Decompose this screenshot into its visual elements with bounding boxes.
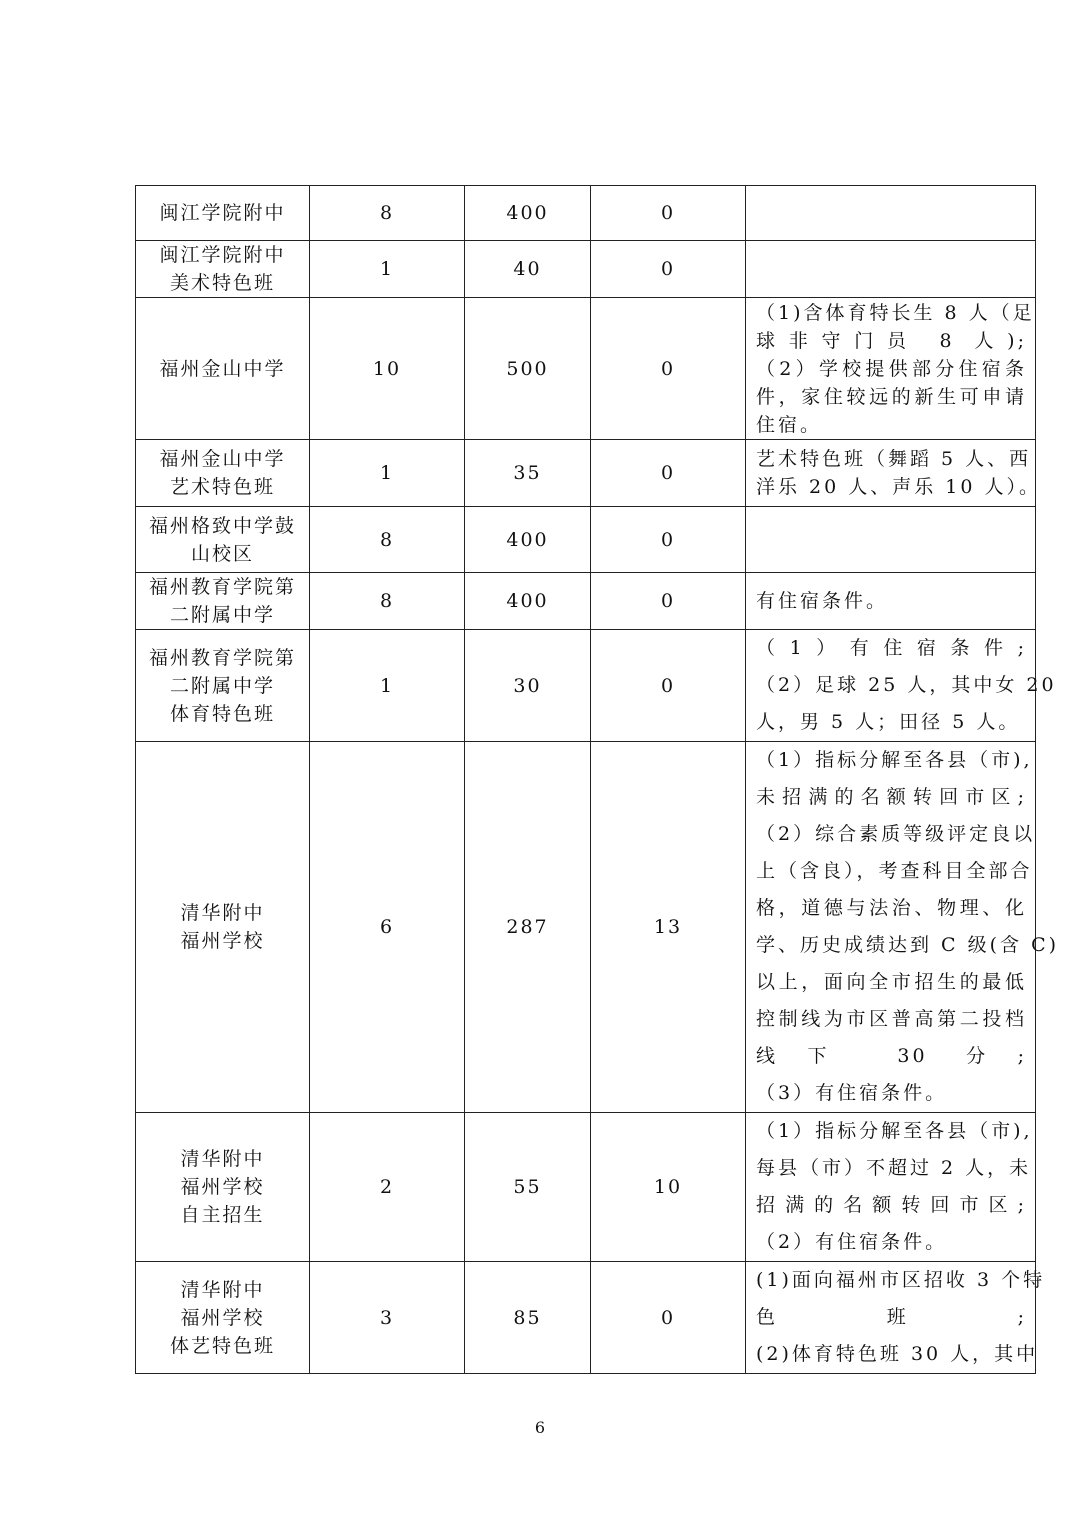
extra-cell: 0	[591, 507, 746, 573]
remarks-cell	[746, 573, 1036, 630]
extra-cell: 0	[591, 1262, 746, 1374]
extra-cell: 0	[591, 298, 746, 440]
table-row	[136, 440, 1036, 507]
school-name-cell	[136, 440, 310, 507]
remarks-cell	[746, 186, 1036, 241]
extra-cell: 0	[591, 630, 746, 742]
table-row	[136, 507, 1036, 573]
classes-cell: 8	[310, 507, 465, 573]
plan-cell: 55	[465, 1113, 591, 1262]
remark-line: 格，道德与法治、物理、化	[756, 897, 1027, 919]
remark-line: （1）指标分解至各县（市),	[756, 749, 1033, 771]
extra-cell: 0	[591, 241, 746, 298]
school-name-line: 清华附中	[180, 1148, 265, 1170]
classes-cell: 3	[310, 1262, 465, 1374]
plan-cell: 287	[465, 742, 591, 1113]
remark-line: 每县（市）不超过 2 人，未	[756, 1157, 1032, 1179]
remark-line: (1)面向福州市区招收 3 个特	[756, 1269, 1046, 1291]
school-name-line: 艺术特色班	[169, 476, 275, 498]
school-name-cell	[136, 241, 310, 298]
plan-cell: 40	[465, 241, 591, 298]
plan-cell: 35	[465, 440, 591, 507]
remark-line: 线下 30 分;	[756, 1045, 1027, 1067]
school-name-line: 福州金山中学	[159, 448, 286, 470]
extra-cell: 0	[591, 573, 746, 630]
enrollment-table	[135, 185, 1060, 1374]
remarks-cell	[746, 241, 1036, 298]
school-name-cell	[136, 630, 310, 742]
remarks-cell	[746, 630, 1057, 742]
remarks-cell	[746, 1113, 1036, 1262]
school-name-line: 福州金山中学	[159, 357, 286, 380]
remark-line: 有住宿条件。	[756, 590, 889, 612]
remark-line: 洋乐 20 人、声乐 10 人）。	[756, 476, 1042, 498]
remark-line: 件，家住较远的新生可申请	[756, 385, 1027, 408]
school-name-line: 福州格致中学鼓	[148, 514, 296, 537]
remark-line: 艺术特色班（舞蹈 5 人、西	[756, 448, 1032, 470]
school-name-cell	[136, 1113, 310, 1262]
school-name-line: 清华附中	[180, 902, 265, 924]
classes-cell: 1	[310, 440, 465, 507]
remark-line: 人，男 5 人；田径 5 人。	[756, 711, 1021, 733]
extra-cell: 0	[591, 440, 746, 507]
classes-cell: 8	[310, 186, 465, 241]
remark-line: 住宿。	[756, 413, 823, 436]
table-row	[136, 298, 1036, 440]
plan-cell: 500	[465, 298, 591, 440]
school-name-line: 美术特色班	[169, 272, 275, 294]
remark-line: （2）足球 25 人，其中女 20	[756, 674, 1057, 696]
remark-line: 控制线为市区普高第二投档	[756, 1008, 1027, 1030]
remark-line: （1）有住宿条件;	[756, 637, 1027, 659]
classes-cell: 6	[310, 742, 465, 1113]
remark-line: （1)含体育特长生 8 人（足	[756, 301, 1035, 324]
school-name-line: 福州学校	[180, 1306, 265, 1329]
school-name-cell	[136, 1262, 310, 1374]
remark-line: （2）有住宿条件。	[756, 1231, 948, 1253]
remark-line: （3）有住宿条件。	[756, 1082, 948, 1104]
remark-line: 色班;	[756, 1306, 1027, 1328]
plan-cell: 85	[465, 1262, 591, 1374]
remark-line: 学、历史成绩达到 C 级(含 C)	[756, 934, 1060, 956]
plan-cell: 30	[465, 630, 591, 742]
school-name-line: 二附属中学	[169, 604, 275, 626]
school-name-cell	[136, 507, 310, 573]
remark-line: （2）学校提供部分住宿条	[756, 357, 1027, 380]
school-name-line: 体育特色班	[169, 702, 275, 725]
extra-cell: 0	[591, 186, 746, 241]
remarks-cell	[746, 440, 1042, 507]
table-row	[136, 241, 1036, 298]
remark-line: 球非守门员 8 人);	[756, 329, 1027, 352]
remark-line: 以上，面向全市招生的最低	[756, 971, 1027, 993]
classes-cell: 1	[310, 630, 465, 742]
table-row	[136, 1262, 1036, 1374]
school-name-line: 体艺特色班	[169, 1334, 275, 1357]
school-name-line: 清华附中	[180, 1278, 265, 1301]
table-row	[136, 742, 1036, 1113]
plan-cell: 400	[465, 507, 591, 573]
school-name-cell	[136, 298, 310, 440]
remark-line: （2）综合素质等级评定良以	[756, 823, 1036, 845]
school-name-line: 福州教育学院第	[148, 576, 296, 598]
school-name-line: 福州学校	[180, 930, 265, 952]
remark-line: 上（含良），考查科目全部合	[756, 860, 1033, 882]
school-name-cell	[136, 742, 310, 1113]
remark-line: (2)体育特色班 30 人，其中	[756, 1343, 1039, 1365]
school-name-line: 闽江学院附中	[159, 202, 286, 224]
remarks-cell	[746, 507, 1036, 573]
classes-cell: 2	[310, 1113, 465, 1262]
plan-cell: 400	[465, 186, 591, 241]
table-row	[136, 186, 1036, 241]
remarks-cell	[746, 1262, 1046, 1374]
school-name-line: 闽江学院附中	[159, 244, 286, 266]
remark-line: 未招满的名额转回市区;	[756, 786, 1027, 808]
remarks-cell	[746, 742, 1060, 1113]
classes-cell: 1	[310, 241, 465, 298]
extra-cell: 10	[591, 1113, 746, 1262]
remark-line: （1）指标分解至各县（市),	[756, 1120, 1033, 1142]
extra-cell: 13	[591, 742, 746, 1113]
school-name-line: 福州教育学院第	[148, 646, 296, 669]
school-name-line: 福州学校	[180, 1176, 265, 1198]
plan-cell: 400	[465, 573, 591, 630]
school-name-cell	[136, 573, 310, 630]
school-name-cell	[136, 186, 310, 241]
school-name-line: 自主招生	[180, 1204, 265, 1226]
table-row	[136, 630, 1036, 742]
remarks-cell	[746, 298, 1036, 440]
page-number: 6	[534, 1418, 546, 1437]
school-name-line: 山校区	[190, 542, 254, 565]
classes-cell: 8	[310, 573, 465, 630]
classes-cell: 10	[310, 298, 465, 440]
school-name-line: 二附属中学	[169, 674, 275, 697]
table-row	[136, 1113, 1036, 1262]
remark-line: 招满的名额转回市区;	[756, 1194, 1027, 1216]
table-row	[136, 573, 1036, 630]
